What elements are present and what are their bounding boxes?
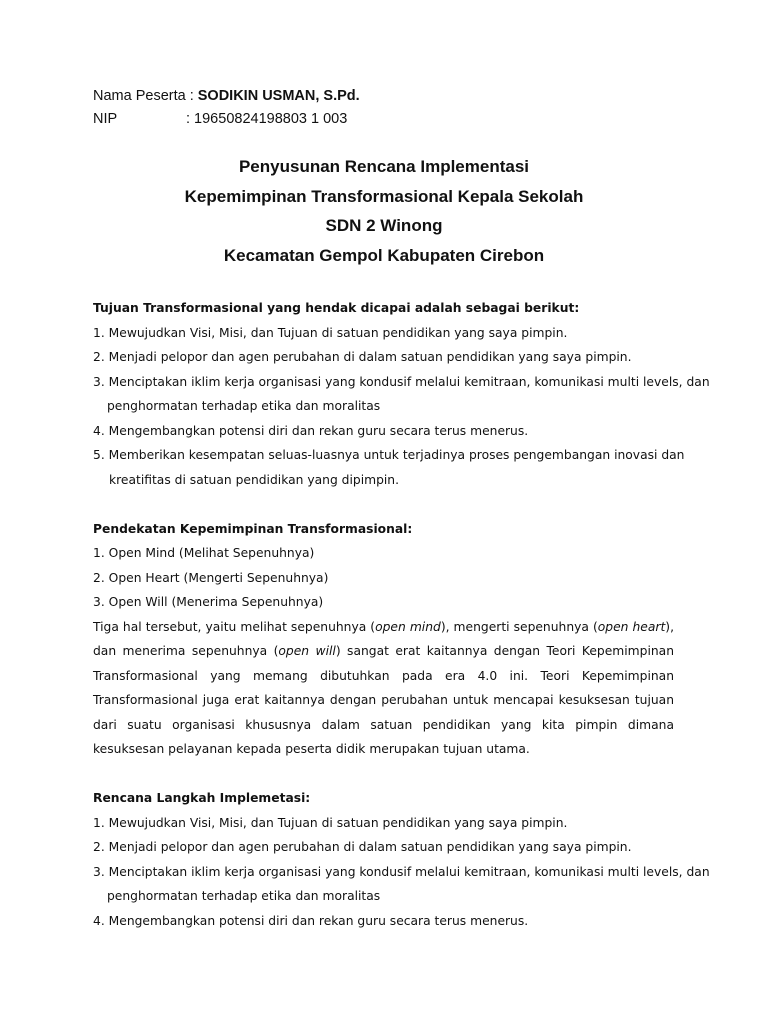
list-item: 2. Menjadi pelopor dan agen perubahan di dalam satuan pendidikan yang saya pimpin. (93, 840, 632, 854)
list-item-continuation: penghormatan terhadap etika dan moralitas (107, 399, 381, 413)
list-item-continuation: penghormatan terhadap etika dan moralitas (107, 889, 381, 903)
list-item: 3. Open Will (Menerima Sepenuhnya) (93, 595, 324, 609)
nip-label: NIP (93, 111, 118, 127)
list-item: 1. Open Mind (Melihat Sepenuhnya) (93, 546, 315, 560)
list-item: 2. Menjadi pelopor dan agen perubahan di dalam satuan pendidikan yang saya pimpin. (93, 350, 632, 364)
tujuan-heading: Tujuan Transformasional yang hendak dicapai adalah sebagai berikut: (93, 301, 580, 315)
participant-name-label: Nama Peserta : (93, 88, 198, 104)
list-item: 3. Menciptakan iklim kerja organisasi yang kondusif melalui kemitraan, komunikasi multi levels, dan (93, 864, 710, 879)
title-line-3: SDN 2 Winong (325, 216, 443, 235)
title-line-1: Penyusunan Rencana Implementasi (238, 157, 530, 176)
paragraph-text: ), mengerti sepenuhnya ( (440, 619, 598, 634)
paragraph-text: Tiga hal tersebut, yaitu melihat sepenuhnya ( (93, 619, 376, 634)
paragraph-italic-term: open will (278, 644, 336, 658)
rencana-heading: Rencana Langkah Implemetasi: (93, 791, 311, 805)
paragraph-italic-term: open mind (375, 619, 441, 634)
list-item: 2. Open Heart (Mengerti Sepenuhnya) (93, 570, 329, 585)
pendekatan-paragraph (93, 615, 674, 762)
title-line-2: Kepemimpinan Transformasional Kepala Sekolah (184, 187, 584, 206)
nip-value: : 19650824198803 1 003 (186, 111, 348, 127)
list-item: 5. Memberikan kesempatan seluas-luasnya untuk terjadinya proses pengembangan inovasi dan (93, 448, 685, 462)
list-item: 1. Mewujudkan Visi, Misi, dan Tujuan di satuan pendidikan yang saya pimpin. (93, 815, 568, 830)
pendekatan-heading: Pendekatan Kepemimpinan Transformasional: (93, 521, 413, 536)
list-item: 4. Mengembangkan potensi diri dan rekan guru secara terus menerus. (93, 913, 529, 928)
list-item: 4. Mengembangkan potensi diri dan rekan guru secara terus menerus. (93, 423, 529, 438)
paragraph-italic-term: open heart (597, 619, 666, 634)
participant-name-value: SODIKIN USMAN, S.Pd. (197, 88, 360, 104)
nip-line (93, 110, 348, 128)
list-item-continuation: kreatifitas di satuan pendidikan yang dipimpin. (109, 472, 400, 487)
participant-name-line (93, 87, 360, 105)
title-line-4: Kecamatan Gempol Kabupaten Cirebon (223, 246, 545, 265)
paragraph-text: ) sangat erat kaitannya dengan Teori Kepemimpinan Transformasional yang memang dibutuhkan pada era 4.0 ini. Teori Kepemimpinan Transformasional juga erat kaitannya dengan perubahan untuk mencapai kesuksesan tujuan dari suatu organisasi khususnya dalam satuan pendidikan yang kita pimpin dimana kesuksesan pelayanan kepada peserta didik merupakan tujuan utama. (93, 644, 674, 756)
list-item: 1. Mewujudkan Visi, Misi, dan Tujuan di satuan pendidikan yang saya pimpin. (93, 325, 568, 340)
list-item: 3. Menciptakan iklim kerja organisasi yang kondusif melalui kemitraan, komunikasi multi levels, dan (93, 374, 710, 389)
paragraph-text: ), dan menerima sepenuhnya ( (93, 619, 674, 658)
